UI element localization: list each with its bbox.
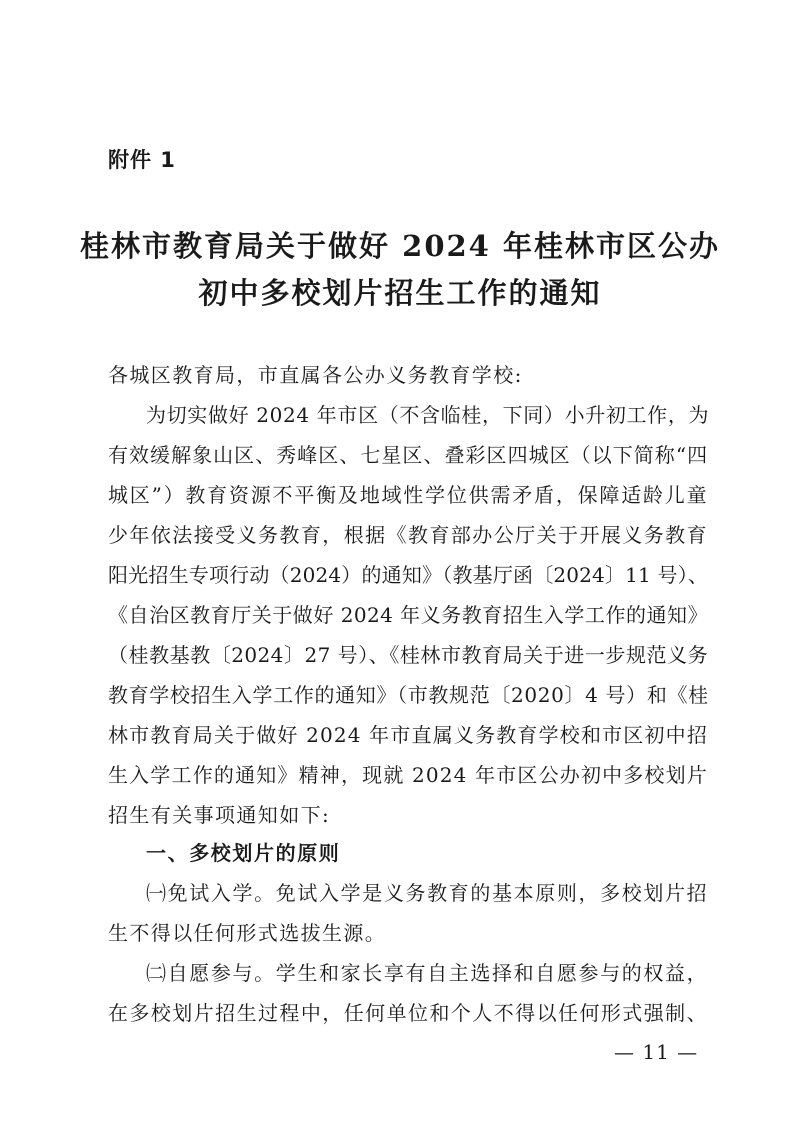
clause-line: ㈡自愿参与。学生和家长享有自主选择和自愿参与的权益， — [146, 961, 708, 985]
body-line: （桂教基教〔2024〕27 号）、《桂林市教育局关于进一步规范义务 — [108, 643, 708, 667]
body-line: 教育学校招生入学工作的通知》（市教规范〔2020〕4 号）和《桂 — [108, 683, 709, 707]
body-line: 生入学工作的通知》精神，现就 2024 年市区公办初中多校划片 — [108, 763, 708, 787]
clause-line: ㈠免试入学。免试入学是义务教育的基本原则，多校划片招 — [146, 881, 708, 905]
body-line: 为切实做好 2024 年市区（不含临桂，下同）小升初工作，为 — [146, 403, 710, 427]
clause-line: 生不得以任何形式选拔生源。 — [108, 921, 387, 945]
document-title-line-1: 桂林市教育局关于做好 2024 年桂林市区公办 — [80, 229, 720, 263]
page-number: — 11 — — [614, 1040, 699, 1064]
attachment-label: 附件 1 — [108, 148, 176, 172]
document-title-line-2: 初中多校划片招生工作的通知 — [198, 276, 602, 310]
body-line: 少年依法接受义务教育，根据《教育部办公厅关于开展义务教育 — [108, 523, 708, 547]
body-line: 阳光招生专项行动（2024）的通知》（教基厅函〔2024〕11 号）、 — [108, 563, 708, 587]
clause-line: 在多校划片招生过程中，任何单位和个人不得以任何形式强制、 — [108, 1001, 708, 1025]
section-heading: 一、多校划片的原则 — [146, 841, 341, 865]
body-line: 《自治区教育厅关于做好 2024 年义务教育招生入学工作的通知》 — [108, 603, 708, 627]
body-line: 林市教育局关于做好 2024 年市直属义务教育学校和市区初中招 — [108, 723, 708, 747]
salutation: 各城区教育局，市直属各公办义务教育学校: — [108, 363, 523, 387]
body-line: 招生有关事项通知如下: — [108, 803, 331, 827]
body-line: 有效缓解象山区、秀峰区、七星区、叠彩区四城区（以下简称“四 — [108, 443, 708, 467]
body-line: 城区”）教育资源不平衡及地域性学位供需矛盾，保障适龄儿童 — [108, 483, 708, 507]
